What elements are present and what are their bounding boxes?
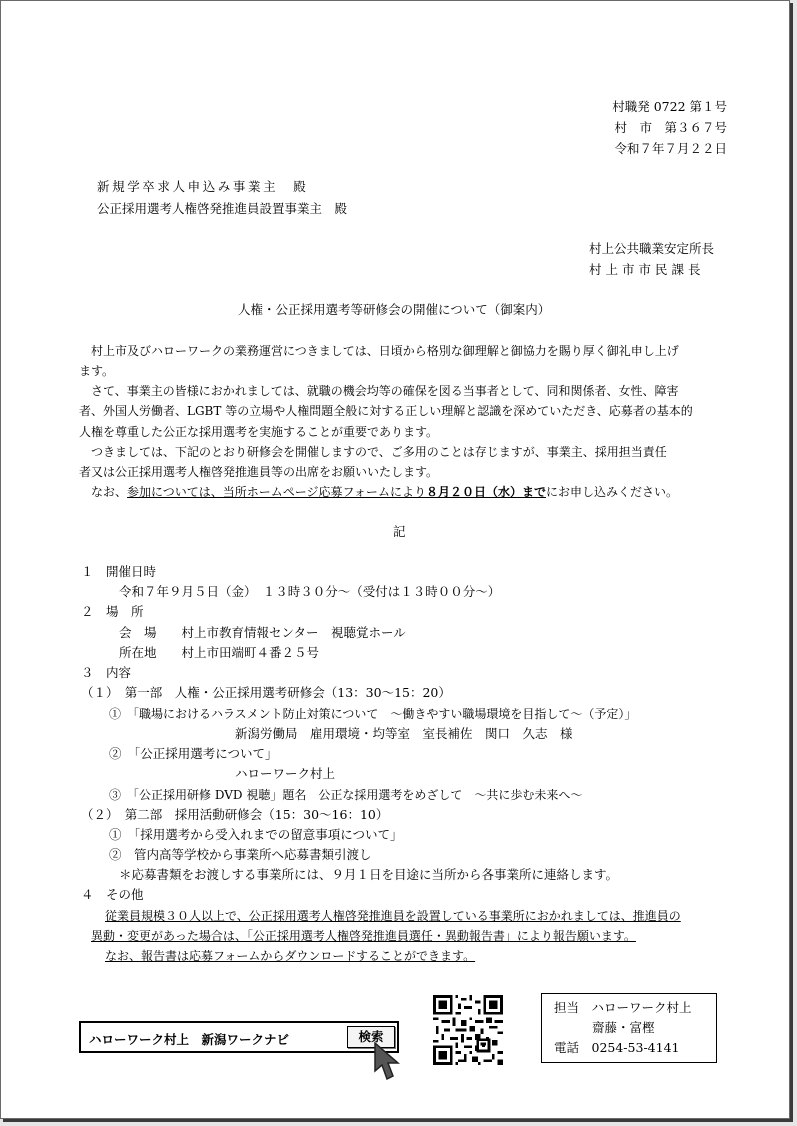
- part-2-talk-1: ① 「採用選考から受入れまでの留意事項について」: [109, 827, 403, 842]
- event-date-time: 令和７年９月５日（金） １３時３０分～（受付は１３時００分～）: [119, 584, 501, 599]
- search-query: ハローワーク村上 新潟ワークナビ: [89, 1032, 290, 1047]
- talk-2-speaker: ハローワーク村上: [235, 766, 336, 781]
- body-paragraph-2: さて、事業主の皆様におかれましては、就職の機会均等の確保を図る当事者として、同和関係者、女性、障害: [91, 384, 679, 398]
- contact-office: 担当 ハローワーク村上: [554, 1000, 692, 1015]
- item-2-heading: ２ 場 所: [81, 604, 144, 619]
- sender-hellowork: 村上公共職業安定所長: [589, 241, 715, 256]
- sender-city: 村上市市民課長: [589, 262, 705, 277]
- document-title: 人権・公正採用選考等研修会の開催について（御案内）: [238, 302, 551, 317]
- part-2-heading: （２） 第二部 採用活動研修会（15：30～16：10）: [81, 807, 389, 822]
- body-paragraph-4: [91, 484, 678, 500]
- ki-heading: 記: [393, 524, 406, 539]
- talk-3: ③ 「公正採用研修 DVD 視聴」題名 公正な採用選考をめざして ～共に歩む未来へ～: [109, 788, 583, 802]
- talk-1-speaker: 新潟労働局 雇用環境・均等室 室長補佐 関口 久志 様: [235, 726, 573, 741]
- part-2-note: ＊応募書類をお渡しする事業所には、９月１日を目途に当所から各事業所に連絡します。: [119, 867, 619, 882]
- venue: 会 場 村上市教育情報センター 視聴覚ホール: [119, 625, 406, 640]
- contact-names: 齋藤・富樫: [592, 1020, 655, 1035]
- registration-note: 参加については、当所ホームページ応募フォームにより: [127, 485, 426, 499]
- other-note-line-3: なお、報告書は応募フォームからダウンロードすることができます。: [105, 949, 476, 963]
- item-1-heading: １ 開催日時: [81, 564, 157, 579]
- body-paragraph-1: 村上市及びハローワークの業務運営につきましては、日頃から格別な御理解と御協力を賜り厚く御礼申し上げ: [91, 344, 679, 358]
- body-paragraph-3: つきましては、下記のとおり研修会を開催しますので、ご多用のことは存じますが、事業主、採用担当責任: [91, 445, 667, 459]
- body-paragraph-1-cont: ます。: [79, 364, 115, 378]
- reference-number: 村職発 0722 第１号: [612, 99, 727, 114]
- item-4-heading: ４ その他: [81, 887, 144, 902]
- part-2-talk-2: ② 管内高等学校から事業所へ応募書類引渡し: [109, 847, 372, 862]
- talk-2: ② 「公正採用選考について」: [109, 746, 278, 761]
- addressee-promoters: 公正採用選考人権啓発推進員設置事業主 殿: [97, 201, 348, 216]
- venue-address: 所在地 村上市田端町４番２５号: [119, 645, 320, 660]
- item-3-heading: ３ 内容: [81, 665, 132, 680]
- registration-deadline: ８月２０日（水）まで: [425, 485, 546, 499]
- part-1-heading: （１） 第一部 人権・公正採用選考研修会（13：30～15：20）: [81, 685, 451, 700]
- search-bar[interactable]: [79, 1021, 399, 1053]
- body-paragraph-3-cont: 者又は公正採用選考人権啓発推進員等の出席をお願いいたします。: [79, 465, 439, 479]
- mouse-pointer-icon: [373, 1041, 403, 1083]
- city-reference-number: 村 市 第３６７号: [614, 120, 727, 135]
- issue-date: 令和７年７月２２日: [614, 141, 727, 156]
- talk-1: ① 「職場におけるハラスメント防止対策について ～働きやすい職場環境を目指して～（予定）」: [109, 707, 637, 721]
- body-paragraph-2-end: 人権を尊重した公正な採用選考を実施することが重要であります。: [79, 425, 439, 439]
- contact-box: [541, 993, 717, 1063]
- addressee-new-graduates: 新規学卒求人申込み事業主 殿: [97, 179, 309, 194]
- other-note-line-2: 異動・変更があった場合は、「公正採用選考人権啓発推進員選任・異動報告書」により報告願います。: [91, 929, 636, 943]
- paragraph-4-prefix: なお、: [91, 485, 128, 499]
- qr-code: [431, 995, 505, 1065]
- other-note-line-1: 従業員規模３０人以上で、公正採用選考人権啓発推進員を設置している事業所におかれましては、推進員の: [105, 909, 681, 923]
- search-button[interactable]: 検索: [347, 1026, 395, 1048]
- body-paragraph-2-cont: 者、外国人労働者、LGBT 等の立場や人権問題全般に対する正しい理解と認識を深めていただき、応募者の基本的: [79, 404, 693, 418]
- contact-phone: 電話 0254-53-4141: [554, 1040, 680, 1055]
- paragraph-4-suffix: にお申し込みください。: [545, 485, 678, 499]
